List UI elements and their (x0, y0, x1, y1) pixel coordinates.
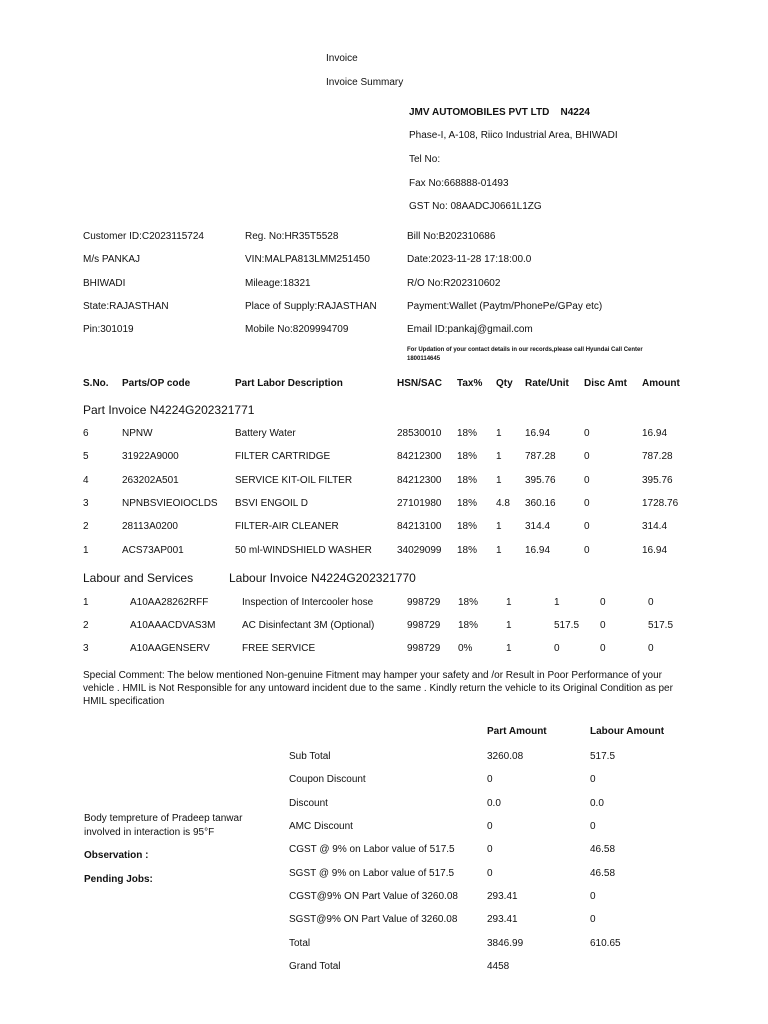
cell-tax: 18% (457, 521, 478, 532)
cell-rate: 16.94 (525, 428, 551, 439)
col-sno: S.No. (83, 378, 109, 389)
mobile-no: Mobile No:8209994709 (245, 324, 349, 335)
col-description: Part Labor Description (235, 378, 343, 389)
cell-sno: 1 (83, 597, 89, 608)
cell-description: SERVICE KIT-OIL FILTER (235, 475, 353, 486)
mileage: Mileage:18321 (245, 278, 311, 289)
cell-rate: 16.94 (525, 545, 551, 556)
reg-no: Reg. No:HR35T5528 (245, 231, 339, 242)
cell-amount: 787.28 (642, 451, 673, 462)
cell-qty: 4.8 (496, 498, 510, 509)
cell-hsn: 28530010 (397, 428, 442, 439)
labour-invoice-title: Labour Invoice N4224G202321770 (229, 571, 416, 585)
company-code: N4224 (560, 107, 590, 118)
cell-code: NPNBSVIEOIOCLDS (122, 498, 218, 509)
cell-code: 263202A501 (122, 475, 179, 486)
summary-part-amount: 293.41 (487, 914, 518, 925)
cell-tax: 18% (457, 428, 478, 439)
cell-sno: 2 (83, 521, 89, 532)
cell-rate: 517.5 (554, 620, 580, 631)
summary-part-amount: 0 (487, 844, 493, 855)
cell-description: BSVI ENGOIL D (235, 498, 308, 509)
summary-label: Discount (289, 798, 328, 809)
summary-label: Grand Total (289, 961, 341, 972)
summary-labour-amount: 0.0 (590, 798, 604, 809)
cell-description: Battery Water (235, 428, 296, 439)
cell-description: FILTER CARTRIDGE (235, 451, 331, 462)
summary-labour-amount: 0 (590, 774, 596, 785)
invoice-title: Invoice (326, 53, 358, 64)
company-name-text: JMV AUTOMOBILES PVT LTD (409, 107, 550, 118)
cell-rate: 787.28 (525, 451, 556, 462)
summary-part-amount: 0.0 (487, 798, 501, 809)
email-id: Email ID:pankaj@gmail.com (407, 324, 533, 335)
cell-description: 50 ml-WINDSHIELD WASHER (235, 545, 372, 556)
cell-disc: 0 (584, 475, 590, 486)
summary-label: Sub Total (289, 751, 331, 762)
cell-disc: 0 (600, 620, 606, 631)
cell-tax: 18% (457, 545, 478, 556)
cell-sno: 3 (83, 643, 89, 654)
col-amount: Amount (642, 378, 680, 389)
customer-state: State:RAJASTHAN (83, 301, 169, 312)
company-address: Phase-I, A-108, Riico Industrial Area, BHIWADI (409, 130, 618, 141)
summary-label: AMC Discount (289, 821, 353, 832)
cell-amount: 0 (648, 643, 654, 654)
cell-amount: 517.5 (648, 620, 674, 631)
cell-rate: 314.4 (525, 521, 551, 532)
summary-labour-amount: 46.58 (590, 868, 616, 879)
cell-hsn: 84212300 (397, 475, 442, 486)
cell-tax: 18% (458, 597, 479, 608)
col-disc: Disc Amt (584, 378, 627, 389)
cell-tax: 18% (457, 498, 478, 509)
cell-description: Inspection of Intercooler hose (242, 597, 374, 608)
cell-hsn: 998729 (407, 643, 441, 654)
cell-disc: 0 (584, 498, 590, 509)
cell-sno: 4 (83, 475, 89, 486)
cell-description: FREE SERVICE (242, 643, 316, 654)
cell-disc: 0 (584, 521, 590, 532)
cell-disc: 0 (584, 451, 590, 462)
summary-label: SGST@9% ON Part Value of 3260.08 (289, 914, 458, 925)
observation-label: Observation : (84, 850, 149, 861)
cell-sno: 5 (83, 451, 89, 462)
summary-labour-amount: 0 (590, 914, 596, 925)
cell-sno: 1 (83, 545, 89, 556)
cell-code: 31922A9000 (122, 451, 179, 462)
summary-part-amount: 0 (487, 868, 493, 879)
place-of-supply: Place of Supply:RAJASTHAN (245, 301, 377, 312)
cell-qty: 1 (506, 620, 512, 631)
summary-label: SGST @ 9% on Labor value of 517.5 (289, 868, 455, 879)
cell-amount: 314.4 (642, 521, 668, 532)
col-parts-code: Parts/OP code (122, 378, 191, 389)
summary-labour-amount: 46.58 (590, 844, 616, 855)
summary-header-labour: Labour Amount (590, 726, 665, 737)
summary-label: CGST@9% ON Part Value of 3260.08 (289, 891, 458, 902)
summary-label: CGST @ 9% on Labor value of 517.5 (289, 844, 455, 855)
payment-mode: Payment:Wallet (Paytm/PhonePe/GPay etc) (407, 301, 603, 312)
cell-disc: 0 (600, 643, 606, 654)
call-center-number: 1800114645 (407, 356, 441, 362)
summary-labour-amount: 0 (590, 821, 596, 832)
col-qty: Qty (496, 378, 513, 389)
cell-sno: 2 (83, 620, 89, 631)
vin: VIN:MALPA813LMM251450 (245, 254, 370, 265)
part-invoice-title: Part Invoice N4224G202321771 (83, 403, 255, 417)
labour-section-title: Labour and Services (83, 571, 194, 585)
company-fax: Fax No:668888-01493 (409, 178, 509, 189)
invoice-subtitle: Invoice Summary (326, 77, 404, 88)
cell-description: FILTER-AIR CLEANER (235, 521, 339, 532)
summary-label: Total (289, 938, 311, 949)
cell-hsn: 34029099 (397, 545, 442, 556)
cell-qty: 1 (496, 451, 502, 462)
customer-pin: Pin:301019 (83, 324, 134, 335)
contact-update-note: For Updation of your contact details in our records,please call Hyundai Call Center (407, 347, 643, 353)
col-hsn: HSN/SAC (397, 378, 443, 389)
cell-hsn: 998729 (407, 620, 441, 631)
cell-code: A10AAGENSERV (130, 643, 210, 654)
summary-labour-amount: 517.5 (590, 751, 616, 762)
col-rate: Rate/Unit (525, 378, 569, 389)
cell-code: NPNW (122, 428, 153, 439)
cell-hsn: 27101980 (397, 498, 442, 509)
summary-part-amount: 3260.08 (487, 751, 524, 762)
cell-amount: 1728.76 (642, 498, 679, 509)
body-temperature-note: Body tempreture of Pradeep tanwar involved in interaction is 95°F (84, 813, 243, 838)
summary-part-amount: 293.41 (487, 891, 518, 902)
cell-code: 28113A0200 (122, 521, 178, 532)
bill-no: Bill No:B202310686 (407, 231, 496, 242)
company-name (409, 107, 590, 118)
cell-sno: 3 (83, 498, 89, 509)
cell-qty: 1 (496, 545, 502, 556)
cell-rate: 360.16 (525, 498, 556, 509)
summary-labour-amount: 610.65 (590, 938, 621, 949)
summary-labour-amount: 0 (590, 891, 596, 902)
cell-code: A10AAACDVAS3M (130, 620, 216, 631)
cell-qty: 1 (506, 643, 512, 654)
bill-date: Date:2023-11-28 17:18:00.0 (407, 254, 532, 265)
pending-jobs-label: Pending Jobs: (84, 874, 153, 885)
cell-disc: 0 (600, 597, 606, 608)
company-tel: Tel No: (409, 154, 441, 165)
cell-disc: 0 (584, 545, 590, 556)
cell-rate: 395.76 (525, 475, 556, 486)
cell-tax: 18% (458, 620, 479, 631)
company-gst: GST No: 08AADCJ0661L1ZG (409, 201, 542, 212)
cell-rate: 0 (554, 643, 560, 654)
cell-hsn: 84212300 (397, 451, 442, 462)
cell-sno: 6 (83, 428, 89, 439)
cell-amount: 16.94 (642, 545, 668, 556)
cell-tax: 0% (458, 643, 473, 654)
cell-qty: 1 (506, 597, 512, 608)
cell-qty: 1 (496, 521, 502, 532)
ro-no: R/O No:R202310602 (407, 278, 501, 289)
cell-qty: 1 (496, 475, 502, 486)
summary-part-amount: 0 (487, 774, 493, 785)
col-tax: Tax% (457, 378, 483, 389)
cell-tax: 18% (457, 475, 478, 486)
cell-code: ACS73AP001 (122, 545, 184, 556)
cell-amount: 0 (648, 597, 654, 608)
cell-hsn: 998729 (407, 597, 441, 608)
cell-amount: 16.94 (642, 428, 668, 439)
summary-header-part: Part Amount (487, 726, 547, 737)
summary-label: Coupon Discount (289, 774, 366, 785)
cell-tax: 18% (457, 451, 478, 462)
cell-hsn: 84213100 (397, 521, 442, 532)
customer-city: BHIWADI (83, 278, 126, 289)
cell-code: A10AA28262RFF (130, 597, 209, 608)
summary-part-amount: 0 (487, 821, 493, 832)
cell-qty: 1 (496, 428, 502, 439)
customer-id: Customer ID:C2023115724 (83, 231, 204, 242)
cell-disc: 0 (584, 428, 590, 439)
special-comment: Special Comment: The below mentioned Non-genuine Fitment may hamper your safety and /or Result in Poor Performance of your vehicle . HMIL is Not Responsible for any untoward incident due to the same . Kindly return the vehicle to its Original Condition as per HMIL specification (83, 670, 673, 707)
cell-description: AC Disinfectant 3M (Optional) (242, 620, 375, 631)
customer-name: M/s PANKAJ (83, 254, 141, 265)
cell-amount: 395.76 (642, 475, 673, 486)
summary-part-amount: 4458 (487, 961, 510, 972)
cell-rate: 1 (554, 597, 560, 608)
summary-part-amount: 3846.99 (487, 938, 524, 949)
